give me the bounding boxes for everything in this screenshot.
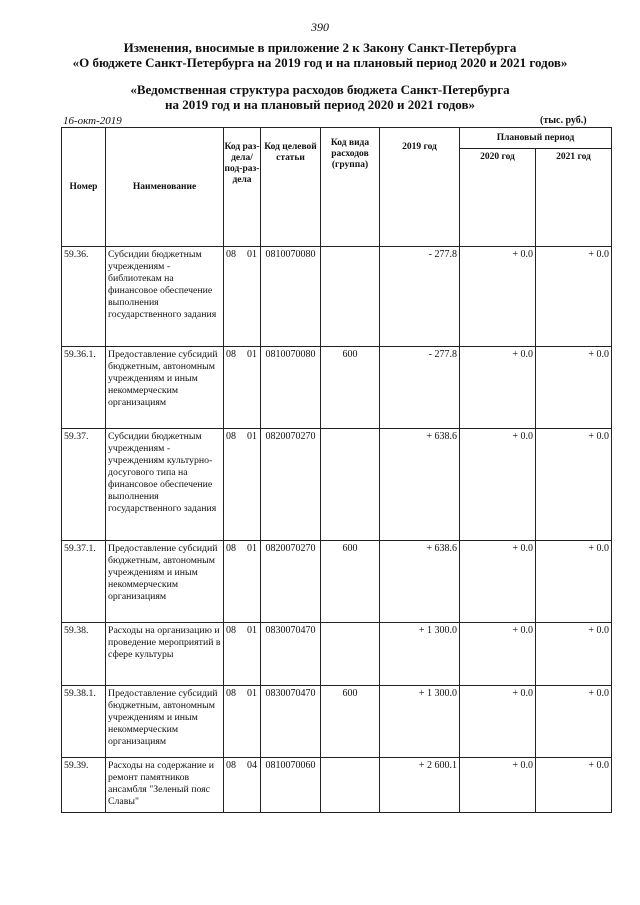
row-section: 08 <box>226 760 236 771</box>
row-2019: + 638.6 <box>380 541 460 623</box>
row-target-code: 0820070270 <box>261 541 321 623</box>
row-name: Предоставление субсидий бюджетным, автономным учреждениям и иным некоммерческим организациям <box>106 686 224 758</box>
row-number: 59.38. <box>62 623 106 686</box>
header-2019: 2019 год <box>380 128 460 247</box>
row-2021: + 0.0 <box>536 541 612 623</box>
row-name: Субсидии бюджетным учреждениям - учреждениям культурно-досугового типа на финансовое обеспечение выполнения государственного задания <box>106 429 224 541</box>
header-name: Наименование <box>106 128 224 247</box>
row-2020: + 0.0 <box>460 541 536 623</box>
row-number: 59.39. <box>62 758 106 813</box>
row-section: 08 <box>226 688 236 699</box>
row-subsection: 01 <box>247 431 257 442</box>
row-2019: + 1 300.0 <box>380 686 460 758</box>
table-row <box>62 686 612 758</box>
row-number: 59.38.1. <box>62 686 106 758</box>
row-section-code <box>224 541 261 623</box>
row-subsection: 01 <box>247 543 257 554</box>
subtitle-line-1: «Ведомственная структура расходов бюджета Санкт-Петербурга <box>130 82 510 97</box>
header-planned-period: Плановый период <box>460 128 612 149</box>
table-body <box>62 247 612 813</box>
row-2019: + 2 600.1 <box>380 758 460 813</box>
row-2019: + 1 300.0 <box>380 623 460 686</box>
row-target-code: 0820070270 <box>261 429 321 541</box>
row-expense-type <box>321 758 380 813</box>
subtitle-line-2: на 2019 год и на плановый период 2020 и 2021 годов» <box>164 97 475 112</box>
table-row <box>62 541 612 623</box>
row-name: Субсидии бюджетным учреждениям - библиотекам на финансовое обеспечение выполнения государственного задания <box>106 247 224 347</box>
row-2019: - 277.8 <box>380 247 460 347</box>
row-2020: + 0.0 <box>460 347 536 429</box>
row-section-code <box>224 758 261 813</box>
row-section-code <box>224 347 261 429</box>
units-label: (тыс. руб.) <box>540 115 587 126</box>
row-expense-type: 600 <box>321 686 380 758</box>
row-expense-type: 600 <box>321 347 380 429</box>
row-subsection: 01 <box>247 625 257 636</box>
header-section: Код раз-дела/ под-раз-дела <box>224 128 261 247</box>
budget-table <box>61 127 612 813</box>
header-number: Номер <box>62 128 106 247</box>
row-number: 59.37.1. <box>62 541 106 623</box>
row-section-code <box>224 686 261 758</box>
row-target-code: 0830070470 <box>261 623 321 686</box>
row-subsection: 01 <box>247 688 257 699</box>
row-2019: - 277.8 <box>380 347 460 429</box>
row-section-code <box>224 429 261 541</box>
row-2020: + 0.0 <box>460 623 536 686</box>
header-2021: 2021 год <box>536 149 612 247</box>
header-target: Код целевой статьи <box>261 128 321 247</box>
row-subsection: 04 <box>247 760 257 771</box>
row-2019: + 638.6 <box>380 429 460 541</box>
row-name: Предоставление субсидий бюджетным, автономным учреждениям и иным некоммерческим организациям <box>106 347 224 429</box>
row-2020: + 0.0 <box>460 247 536 347</box>
row-section: 08 <box>226 349 236 360</box>
document-date: 16-окт-2019 <box>63 115 122 127</box>
row-section: 08 <box>226 543 236 554</box>
table-row <box>62 429 612 541</box>
title-line-1: Изменения, вносимые в приложение 2 к Закону Санкт-Петербурга <box>123 40 517 55</box>
row-name: Расходы на содержание и ремонт памятников ансамбля "Зеленый пояс Славы" <box>106 758 224 813</box>
row-target-code: 0810070060 <box>261 758 321 813</box>
row-section: 08 <box>226 249 236 260</box>
row-subsection: 01 <box>247 249 257 260</box>
row-number: 59.36. <box>62 247 106 347</box>
row-expense-type <box>321 247 380 347</box>
page-number: 390 <box>311 20 329 34</box>
table-header <box>62 128 612 247</box>
row-number: 59.36.1. <box>62 347 106 429</box>
row-target-code: 0810070080 <box>261 347 321 429</box>
row-name: Расходы на организацию и проведение мероприятий в сфере культуры <box>106 623 224 686</box>
row-section-code <box>224 247 261 347</box>
row-expense-type <box>321 429 380 541</box>
row-2021: + 0.0 <box>536 686 612 758</box>
row-target-code: 0810070080 <box>261 247 321 347</box>
row-2021: + 0.0 <box>536 758 612 813</box>
row-section: 08 <box>226 431 236 442</box>
document-subtitle <box>0 82 640 112</box>
row-2021: + 0.0 <box>536 347 612 429</box>
document-title <box>0 40 640 70</box>
row-2020: + 0.0 <box>460 686 536 758</box>
row-target-code: 0830070470 <box>261 686 321 758</box>
row-2021: + 0.0 <box>536 429 612 541</box>
row-2020: + 0.0 <box>460 429 536 541</box>
title-line-2: «О бюджете Санкт-Петербурга на 2019 год и на плановый период 2020 и 2021 годов» <box>72 55 568 70</box>
table-row <box>62 247 612 347</box>
header-expense-type: Код вида расходов (группа) <box>321 128 380 247</box>
row-2021: + 0.0 <box>536 623 612 686</box>
row-section-code <box>224 623 261 686</box>
row-2021: + 0.0 <box>536 247 612 347</box>
row-section: 08 <box>226 625 236 636</box>
table-row <box>62 347 612 429</box>
row-subsection: 01 <box>247 349 257 360</box>
table-row <box>62 758 612 813</box>
row-expense-type <box>321 623 380 686</box>
row-name: Предоставление субсидий бюджетным, автономным учреждениям и иным некоммерческим организациям <box>106 541 224 623</box>
row-2020: + 0.0 <box>460 758 536 813</box>
row-number: 59.37. <box>62 429 106 541</box>
header-2020: 2020 год <box>460 149 536 247</box>
row-expense-type: 600 <box>321 541 380 623</box>
table-row <box>62 623 612 686</box>
